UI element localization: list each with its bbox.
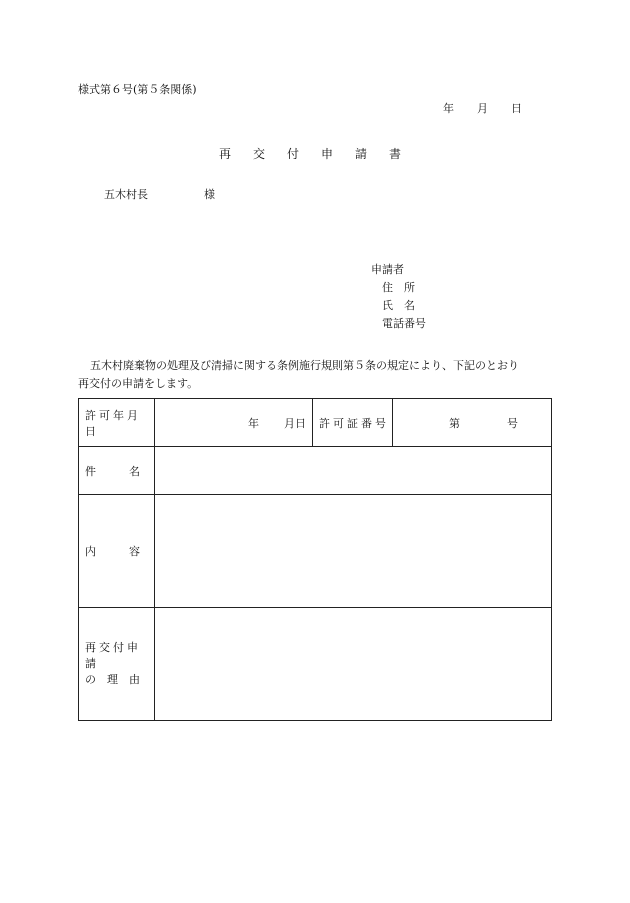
addressee (104, 186, 215, 202)
table-row (79, 399, 552, 447)
applicant-block (371, 261, 426, 333)
subject-label: 件 名 (79, 447, 155, 495)
date-day-label: 日 (511, 102, 522, 115)
permit-date-field[interactable] (155, 399, 313, 447)
permit-date-year: 年 (248, 416, 259, 430)
statement-line-1: 五木村廃棄物の処理及び清掃に関する条例施行規則第５条の規定により、下記のとおり (90, 359, 519, 372)
title-char: 申 (321, 147, 334, 161)
date-year-label: 年 (443, 102, 454, 115)
application-statement (78, 357, 553, 393)
applicant-name-label: 氏 名 (382, 299, 415, 312)
title-char: 再 (219, 147, 232, 161)
applicant-phone-label: 電話番号 (382, 317, 426, 330)
statement-line-2: 再交付の申請をします。 (78, 377, 199, 390)
reason-label-line-2: の 理 由 (85, 673, 140, 686)
title-char: 請 (355, 147, 368, 161)
permit-number-suffix: 号 (507, 416, 518, 430)
table-row (79, 608, 552, 721)
content-field[interactable] (155, 495, 552, 608)
title-char: 付 (287, 147, 300, 161)
permit-number-field[interactable] (393, 399, 552, 447)
table-row (79, 495, 552, 608)
submission-date (443, 100, 522, 116)
subject-field[interactable] (155, 447, 552, 495)
date-month-label: 月 (477, 102, 488, 115)
reason-label-line-1: 再交付申請 (85, 641, 141, 670)
addressee-honorific: 様 (204, 188, 215, 201)
addressee-name: 五木村長 (104, 188, 148, 201)
applicant-label: 申請者 (371, 263, 404, 276)
reason-field[interactable] (155, 608, 552, 721)
form-number: 様式第６号(第５条関係) (78, 83, 197, 96)
content-label: 内 容 (79, 495, 155, 608)
permit-date-day: 日 (295, 416, 306, 430)
document-title (219, 145, 401, 162)
permit-date-month: 月 (284, 416, 295, 430)
table-row (79, 447, 552, 495)
application-table (78, 398, 552, 721)
reason-label (79, 608, 155, 721)
permit-number-label: 許可証番号 (313, 399, 393, 447)
title-char: 交 (253, 147, 266, 161)
permit-date-label: 許可年月日 (79, 399, 155, 447)
applicant-address-label: 住 所 (382, 281, 415, 294)
permit-number-prefix: 第 (449, 416, 460, 430)
title-char: 書 (389, 147, 402, 161)
